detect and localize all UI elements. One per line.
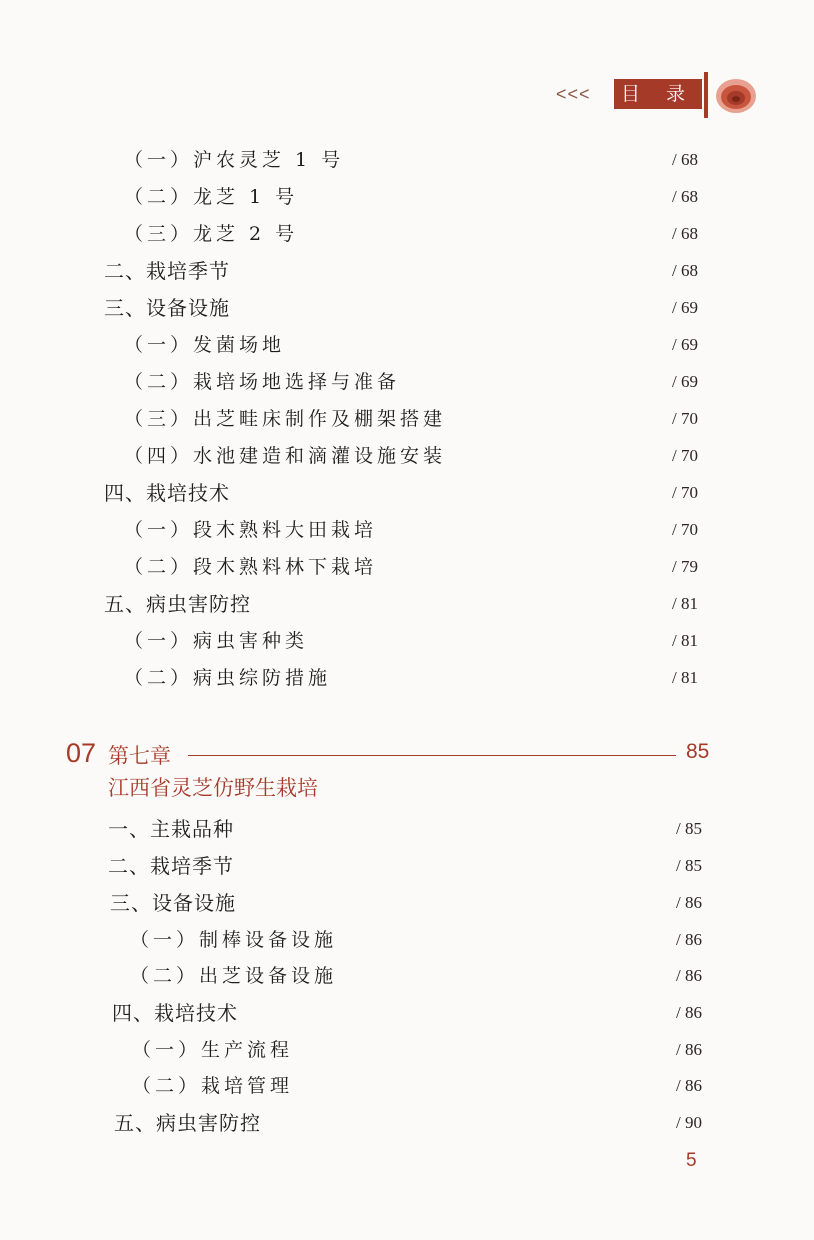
toc-entry-label: 二、栽培季节 (108, 854, 234, 878)
toc-entry-label: 四、栽培技术 (112, 1001, 238, 1025)
toc-entry-label: （二）龙芝 1 号 (124, 186, 299, 208)
toc-entry[interactable] (0, 330, 814, 360)
toc-entry-label: （一）制棒设备设施 (130, 929, 338, 951)
toc-entry-page: / 79 (672, 557, 698, 576)
toc-entry-page: / 70 (672, 409, 698, 428)
toc-entry-page: / 68 (672, 224, 698, 243)
toc-entry[interactable] (0, 256, 814, 286)
toc-entry-label: （二）栽培管理 (132, 1075, 294, 1097)
toc-entry-page: / 86 (676, 1076, 702, 1095)
toc-entry-page: / 70 (672, 446, 698, 465)
toc-entry-label: （一）病虫害种类 (124, 630, 309, 652)
toc-entry-page: / 68 (672, 261, 698, 280)
toc-entry[interactable] (0, 367, 814, 397)
toc-entry-label: （三）龙芝 2 号 (124, 223, 299, 245)
chapter-title: 江西省灵芝仿野生栽培 (108, 776, 318, 800)
toc-entry[interactable] (0, 851, 814, 881)
chapter-number: 07 (66, 738, 97, 768)
toc-entry-page: / 69 (672, 298, 698, 317)
toc-entry-label: 一、主栽品种 (108, 817, 234, 841)
toc-entry-label: （二）病虫综防措施 (124, 667, 332, 689)
chevron-icon: <<< (556, 84, 591, 104)
toc-entry[interactable] (0, 1108, 814, 1138)
toc-entry[interactable] (0, 145, 814, 175)
toc-entry[interactable] (0, 441, 814, 471)
toc-entry-label: （二）栽培场地选择与准备 (124, 371, 401, 393)
toc-entry-label: （一）沪农灵芝 1 号 (124, 149, 345, 171)
toc-entry-label: （一）发菌场地 (124, 334, 286, 356)
toc-entry[interactable] (0, 888, 814, 918)
toc-entry-label: 四、栽培技术 (104, 481, 230, 505)
toc-entry-page: / 69 (672, 335, 698, 354)
toc-entry[interactable] (0, 552, 814, 582)
toc-entry-label: 五、病虫害防控 (104, 592, 251, 616)
toc-entry-label: 三、设备设施 (110, 891, 236, 915)
toc-entry-label: （二）出芝设备设施 (130, 965, 338, 987)
toc-entry-label: （四）水池建造和滴灌设施安装 (124, 445, 447, 467)
toc-entry[interactable] (0, 1035, 814, 1065)
header-divider (704, 72, 708, 118)
toc-entry[interactable] (0, 219, 814, 249)
toc-entry[interactable] (0, 1071, 814, 1101)
toc-entry-page: / 70 (672, 483, 698, 502)
toc-entry-label: （一）生产流程 (132, 1039, 294, 1061)
toc-entry-label: 五、病虫害防控 (114, 1111, 261, 1135)
toc-entry-page: / 85 (676, 856, 702, 875)
toc-entry-page: / 81 (672, 594, 698, 613)
toc-entry-label: 二、栽培季节 (104, 259, 230, 283)
toc-entry-label: 三、设备设施 (104, 296, 230, 320)
chapter-page: 85 (686, 740, 710, 763)
toc-entry-page: / 86 (676, 966, 702, 985)
toc-entry-page: / 86 (676, 1003, 702, 1022)
toc-entry-page: / 86 (676, 1040, 702, 1059)
toc-entry[interactable] (0, 182, 814, 212)
toc-entry[interactable] (0, 293, 814, 323)
toc-entry-page: / 90 (676, 1113, 702, 1132)
toc-entry-page: / 85 (676, 819, 702, 838)
chapter-rule (188, 755, 676, 756)
section-label: 目 录 (614, 79, 702, 109)
page-number: 5 (686, 1150, 697, 1171)
toc-entry[interactable] (0, 998, 814, 1028)
toc-entry-label: （一）段木熟料大田栽培 (124, 519, 378, 541)
toc-entry[interactable] (0, 478, 814, 508)
toc-entry-page: / 68 (672, 187, 698, 206)
toc-entry-page: / 68 (672, 150, 698, 169)
chapter-label: 第七章 (108, 744, 171, 768)
chapter-heading[interactable] (66, 736, 726, 806)
toc-entry-label: （三）出芝畦床制作及棚架搭建 (124, 408, 447, 430)
page-header (556, 72, 766, 120)
toc-entry[interactable] (0, 589, 814, 619)
toc-entry-page: / 69 (672, 372, 698, 391)
toc-entry-page: / 81 (672, 668, 698, 687)
toc-entry[interactable] (0, 663, 814, 693)
toc-entry[interactable] (0, 961, 814, 991)
lingzhi-icon (714, 76, 758, 116)
toc-entry-page: / 86 (676, 930, 702, 949)
toc-entry[interactable] (0, 626, 814, 656)
toc-entry-page: / 81 (672, 631, 698, 650)
toc-entry[interactable] (0, 814, 814, 844)
toc-entry-label: （二）段木熟料林下栽培 (124, 556, 378, 578)
toc-entry[interactable] (0, 404, 814, 434)
toc-entry[interactable] (0, 515, 814, 545)
toc-entry-page: / 86 (676, 893, 702, 912)
toc-entry-page: / 70 (672, 520, 698, 539)
toc-entry[interactable] (0, 925, 814, 955)
